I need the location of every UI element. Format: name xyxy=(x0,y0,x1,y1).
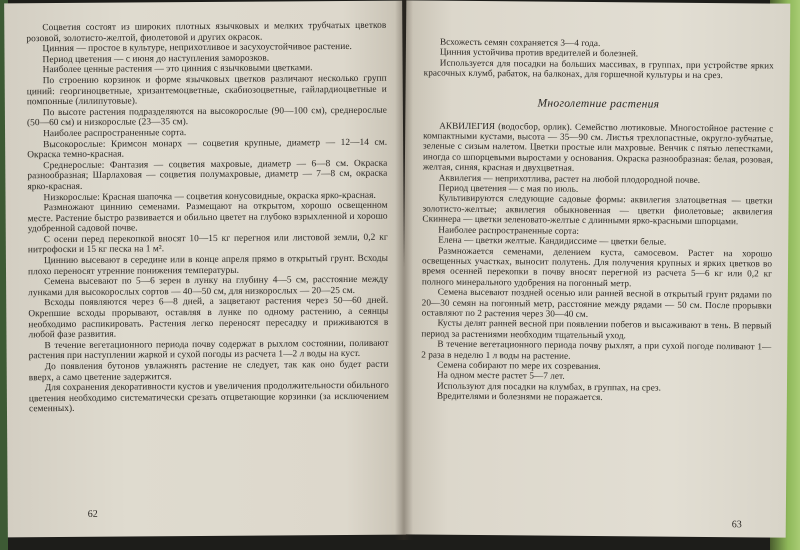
paragraph: Высокорослые: Кримсон монарх — соцветия крупные, диаметр — 12—14 см. Окраска темно-красная. xyxy=(27,137,388,161)
right-page xyxy=(402,0,791,537)
paragraph: Период цветения — с мая по июль. xyxy=(438,182,579,194)
paragraph: Аквилегия — неприхотлива, растет на любой плодородной почве. xyxy=(438,172,701,185)
section-title: Многолетние растения xyxy=(537,97,660,111)
paragraph: АКВИЛЕГИЯ (водосбор, орлик). Семейство лютиковые. Многостойное растение с компактными кустами, высота — 35—90 см. Листья трехлопастные, округло-зубчатые, зеленые с сизым налетом. Цветки простые или махровые. Венчик с пятью лепестками, иногда со шпорцевыми выростами у основания. Окраска разнообразная: белая, розовая, желтая, синяя, красная и двухцветная. xyxy=(422,120,774,174)
paragraph: Цинния устойчива против вредителей и болезней. xyxy=(439,47,639,59)
paragraph: Используется для посадки на больших массивах, в группах, при устройстве ярких красочных клумб, рабаток, на балконах, для горшечной культуры и на срез. xyxy=(423,57,774,81)
paragraph: Наиболее распространенные сорта. xyxy=(43,128,187,140)
paragraph: Семена собирают по мере их созревания. xyxy=(437,359,601,372)
paragraph: Период цветения — с июня до наступления заморозков. xyxy=(42,53,270,65)
paragraph: Используют для посадки на клумбах, в группах, на срез. xyxy=(436,380,662,393)
paragraph: Всхожесть семян сохраняется 3—4 года. xyxy=(439,36,601,49)
paragraph: В течение вегетационного периода почву содержат в рыхлом состоянии, поливают растения при наступлении жаркой и сухой погоды из расчета 1—2 л воды на куст. xyxy=(28,338,389,362)
paragraph: На одном месте растет 5—7 лет. xyxy=(437,369,565,382)
paragraph: Среднерослые: Фантазия — соцветия махровые, диаметр — 6—8 см. Окраска разнообразная; Шарлаховая — соцветия полумахровые, диаметр — 7—8 см, окраска ярко-красная. xyxy=(27,158,388,193)
page-number: 63 xyxy=(731,519,742,531)
paragraph: С осени перед перекопкой вносят 10—15 кг перегноя или листовой земли, 0,2 кг нитрофоски и 15 кг песка на 1 м². xyxy=(27,232,388,256)
paragraph: Наиболее ценные растения — это цинния с язычковыми цветками. xyxy=(42,63,313,76)
paragraph: По высоте растения подразделяются на высокорослые (90—100 см), среднерослые (50—60 см) и низкорослые (23—35 см). xyxy=(26,105,387,129)
paragraph: Всходы появляются через 6—8 дней, а зацветают растения через 50—60 дней. Окрепшие всходы прорывают, оставляя в лунке по одному растению, а сеянцы необходимо распикировать. Растения легко переносят пересадку и приживаются в любой фазе развития. xyxy=(28,296,389,341)
paragraph: Для сохранения декоративности кустов и увеличения продолжительности обильного цветения необходимо систематически срезать отцветающие корзинки (за исключением семенных). xyxy=(28,380,389,415)
paragraph: Вредителями и болезнями не поражается. xyxy=(436,390,603,403)
book-gutter xyxy=(395,0,413,540)
paragraph: Размножают циннию семенами. Размещают на открытом, хорошо освещенном месте. Растение быстро развивается и обильно цветет на глубоко взрыхленной и хорошо удобренной садовой почве. xyxy=(27,200,388,235)
paragraph: В течение вегетационного периода почву рыхлят, а при сухой погоде поливают 1—2 раза в неделю 1 л воды на растение. xyxy=(421,338,772,361)
paragraph: По строению корзинок и форме язычковых цветков различают несколько групп циний: георгиноцветные, хризантемоцветные, скабиозоцветные, гайлардиоцветные и помпонные (лилипутовые). xyxy=(26,73,387,108)
paragraph: Кусты делят ранней весной при появлении побегов и высаживают в тень. В первый период за растениями необходим тщательный уход. xyxy=(421,317,772,341)
paragraph: Цинния — простое в культуре, неприхотливое и засухоустойчивое растение. xyxy=(42,42,352,55)
paragraph: Низкорослые: Красная шапочка — соцветия конусовидные, окраска ярко-красная. xyxy=(43,190,376,203)
page-number: 62 xyxy=(87,508,98,520)
left-page xyxy=(4,1,406,538)
paragraph: До появления бутонов увлажнять растение не следует, так как оно будет расти вверх, а само цветение задержится. xyxy=(28,359,389,383)
paragraph: Семена высевают поздней осенью или ранней весной в открытый грунт рядами по 20—30 семян на погонный метр, расстояние между рядами — 50 см. После прорывки оставляют по 2 растения через 30—40 см. xyxy=(421,286,772,319)
paragraph: Размножается семенами, делением куста, самосевом. Растет на хорошо освещенных участках, выносит полутень. Для получения крупных и ярких цветков во время осенней перекопки в почву вносят перегной из расчета 5—6 кг или 0,2 кг полного минерального удобрения на погонный метр. xyxy=(421,245,773,289)
paragraph: Наиболее распространенные сорта: xyxy=(438,224,580,236)
paragraph: Соцветия состоят из широких плотных язычковых и мелких трубчатых цветков розовой, золотисто-желтой, фиолетовой и других окрасок. xyxy=(26,20,387,44)
paragraph: Циннию высевают в середине или в конце апреля прямо в открытый грунт. Всходы плохо переносят утренние понижения температуры. xyxy=(27,253,388,277)
paragraph: Культивируются следующие садовые формы: аквилегия златоцветная — цветки золотисто-желтые; аквилегия обыкновенная — цветки фиолетовые; аквилегия Скиннера — цветки зеленовато-желтые с длинными ярко-красными шпорцами. xyxy=(422,193,773,227)
paragraph: Семена высевают по 5—6 зерен в лунку на глубину 4—5 см, расстояние между лунками для высокорослых сортов — 40—50 см, для низкорослых — 20—25 см. xyxy=(28,274,389,299)
paragraph: Елена — цветки желтые. Кандидиссиме — цветки белые. xyxy=(438,234,667,247)
